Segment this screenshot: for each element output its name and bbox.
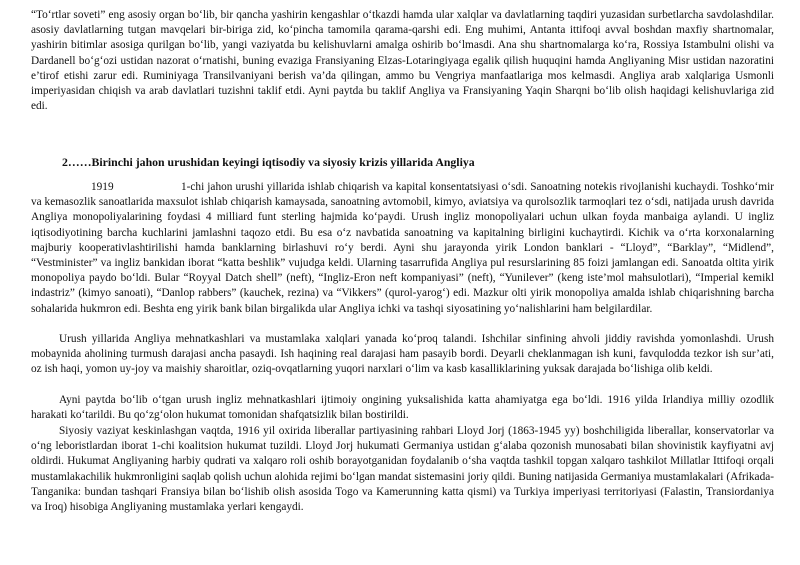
paragraph-economy-1919 — [31, 180, 774, 317]
section-heading: 2……Birinchi jahon urushidan keyingi iqtisodiy va siyosiy krizis yillarida Angliya — [62, 155, 475, 169]
year-label: 1919 — [91, 181, 114, 193]
paragraph-economy-text: 1-chi jahon urushi yillarida ishlab chiqarish va kapital konsentatsiyasi o‘sdi. Sanoatning notekis rivojlanishi kuchaydi. Toshko‘mir va kemasozlik sanoatlarida maxsulot ishlab chiqarish kamaysada, sanoatning avtomobil, kimyo, aviatsiya va qurolsozlik tarmoqlari tez o‘sdi, natijada urush davrida Angliya monopoliyalarining foydasi 4 milliard funt sterling hajmida ko‘paydi. Urush ingliz monopoliyalari uchun ulkan foyda manbaiga aylandi. U ingliz iqtisodiyotining barcha kuchlarini jamlashni taqozo etdi. Bu esa o‘z navbatida sanoatning va kapitalning birligini kuchaytirdi. Kichik va o‘rta korxonalarning majburiy kooperativlashtirilishi hamda banklarning birlashuvi ro‘y berdi. Ayni shu jarayonda yirik London banklari - “Lloyd”, “Barklay”, “Midlend”, “Vestminister” va ingliz bankidan iborat “katta beshlik” vujudga keldi. Ularning tasarrufida Angliya pul resurslarining 85 foizi jamlangan edi. Sanoatda oltita yirik monopoliya paydo bo‘ldi. Bular “Royyal Datch shell” (neft), “Ingliz-Eron neft kompaniyasi” (neft), “Yunilever” (keng iste’mol mahsulotlari), “Imperial kemikl indastriz” (kimyo sanoati), “Danlop rabbers” (kauchek, rezina) va “Vikkers” (qurol-yarog‘) edi. Mazkur olti yirik monopoliya amalda ishlab chiqarishning barcha sohalarida hukmron edi. Beshta eng yirik bank bilan birgalikda ular Angliya ichki va tashqi siyosatining yo‘nalishlarini ham belgilardilar. — [31, 181, 774, 315]
paragraph-irish-movement: Ayni paytda bo‘lib o‘tgan urush ingliz mehnatkashlari ijtimoiy ongining yuksalishida katta ahamiyatga ega bo‘ldi. 1916 yilda Irlandiya milliy ozodlik harakati ko‘tarildi. Bu qo‘zg‘olon hukumat tomonidan shafqatsizlik bilan bostirildi. — [31, 394, 774, 422]
paragraph-coalition-government: Siyosiy vaziyat keskinlashgan vaqtda, 1916 yil oxirida liberallar partiyasining rahbari Lloyd Jorj (1863-1945 yy) boshchiligida liberallar, konservatorlar va o‘ng leboristlardan iborat 1-chi koalitsion hukumat tuzildi. Lloyd Jorj hukumati Germaniya ustidan g‘alaba qozonish munosabati bilan shovinistik kayfiyatni avj oldirdi. Hukumat Angliyaning harbiy qudrati va xalqaro roli oshib borayotganidan foydalanib o‘sha vaqtda tashkil topgan xalqaro tashkilot Millatlar Ittifoqi orqali mustamlakachilik hukmronligini saqlab qolish uchun alohida rejimi bo‘lgan mandat sistemasini joriy qildi. Buning natijasida Germaniya mustamlakalari (Afrikada-Tanganika: bundan tashqari Fransiya bilan bo‘lishib olish asosida Togo va Kamerunning katta qismi) va Turkiya imperiyasi territoriyasi (Falastin, Transiordaniya va Iroq) hisobiga Angliyaning mustamlaka yerlari kengaydi. — [31, 425, 774, 514]
paragraph-four-council: “To‘rtlar soveti” eng asosiy organ bo‘lib, bir qancha yashirin kengashlar o‘tkazdi hamda ular xalqlar va davlatlarning taqdiri yuzasidan surbetlarcha savdolashdilar. asosiy davlatlarning tutgan mavqelari bir-biriga zid, ko‘pincha tamomila qarama-qarshi edi. Eng muhimi, Antanta ittifoqi avval boshdan maxfiy shartnomalar, yashirin bitimlar asosiga qurilgan bo‘lib, yangi vaziyatda bu kelishuvlarni amalga oshirib bo‘lmasdi. Ana shu shartnomalarga ko‘ra, Rossiya Istambulni olishi va Dardanell bo‘g‘ozi ustidan nazorat o‘rnatishi, buning evaziga Fransiyaning Elzas-Lotaringiyaga egalik qilish huquqini hamda Angliyaning Misr ustidan nazoratini e’tirof etishi zarur edi. Ruminiyaga Transilvaniyani berish va’da qilingan, ammo bu Vengriya manfaatlariga mos kelmasdi. Angliya arab xalqlariga Usmonli imperiyasidan chiqish va arab davlatlari tuzishni taklif etdi. Ayni paytda bu taklif Angliya va Fransiyaning Yaqin Sharqni bo‘lib olish haqidagi kelishuvlariga zid edi. — [31, 9, 774, 113]
paragraph-workers-conditions: Urush yillarida Angliya mehnatkashlari va mustamlaka xalqlari yanada ko‘proq talandi. Ishchilar sinfining ahvoli jiddiy ravishda yomonlashdi. Urush mobaynida aholining turmush darajasi ancha pasaydi. Ish haqining real darajasi ham pasayib bordi. Deyarli cheklanmagan ish kuni, favqulodda tezkor ish sur’ati, oz ish haqi, yomon uy-joy va maishiy sharoitlar, oziq-ovqatlarning yuqori narxlari o‘lim va kasb kasalliklarining yuksak darajada bo‘lishiga olib keldi. — [31, 333, 774, 376]
